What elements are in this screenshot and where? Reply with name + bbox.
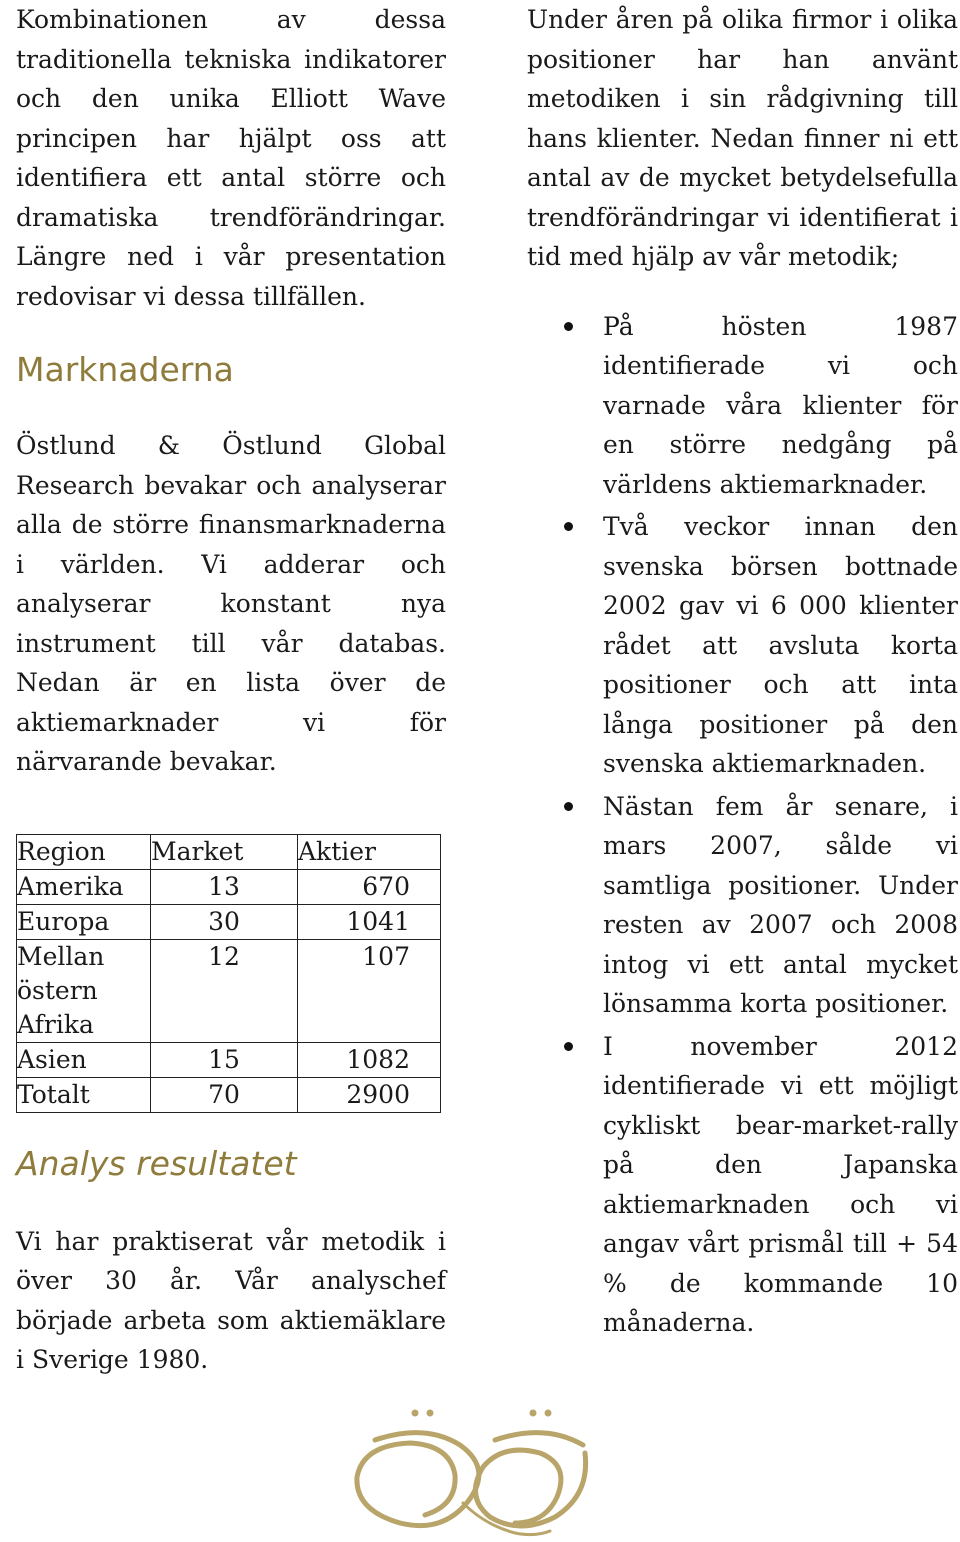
table-header-row: [17, 834, 441, 869]
bullet-icon: [564, 802, 573, 811]
left-column: [16, 0, 446, 1380]
table-cell-aktier: 107: [298, 939, 441, 1042]
table-row: [17, 869, 441, 904]
table-cell-region: Amerika: [17, 869, 151, 904]
list-item: [527, 1027, 958, 1343]
markets-paragraph: Östlund & Östlund Global Research bevakar och analyserar alla de större finansmarknaderna i världen. Vi adderar och analyserar konstant nya instrument till vår databas. Nedan är en lista över de aktiemarknader vi för närvarande bevakar.: [16, 431, 446, 776]
table-cell-aktier: 670: [298, 869, 441, 904]
trend-changes-list: [527, 307, 958, 1343]
table-row: [17, 904, 441, 939]
list-item-text: På hösten 1987 identifierade vi och varnade våra klienter för en större nedgång på världens aktiemarknader.: [603, 311, 958, 499]
table-cell-market: 30: [151, 904, 298, 939]
table-cell-market: 70: [151, 1077, 298, 1112]
table-row: [17, 1077, 441, 1112]
list-item-text: I november 2012 identifierade vi ett möjligt cykliskt bear-market-rally på den Japanska aktiemarknaden och vi angav vårt prismål till + 54 % de kommande 10 månaderna.: [603, 1031, 958, 1337]
list-item: [527, 507, 958, 784]
list-item-text: Två veckor innan den svenska börsen bottnade 2002 gav vi 6 000 klienter rådet att avsluta korta positioner och att inta långa positioner på den svenska aktiemarknaden.: [603, 512, 958, 778]
bullet-icon: [564, 322, 573, 331]
bullet-icon: [564, 522, 573, 531]
table-cell-market: 15: [151, 1042, 298, 1077]
list-item: [527, 307, 958, 505]
table-cell-market: 12: [151, 939, 298, 1042]
table-cell-market: 13: [151, 869, 298, 904]
right-intro-paragraph: Under åren på olika firmor i olika positioner har han använt metodiken i sin rådgivning till hans klienter. Nedan finner ni ett antal av de mycket betydelsefulla trendförändringar vi identifierat i tid med hjälp av vår metodik;: [527, 5, 958, 271]
table-cell-aktier: 1041: [298, 904, 441, 939]
table-cell-aktier: 2900: [298, 1077, 441, 1112]
right-column: [527, 0, 958, 1346]
table-cell-region: Totalt: [17, 1077, 151, 1112]
analysis-paragraph: Vi har praktiserat vår metodik i över 30 år. Vår analyschef började arbeta som aktiemäklare i Sverige 1980.: [16, 1226, 446, 1374]
table-header-aktier: Aktier: [298, 834, 441, 869]
table-row: [17, 1042, 441, 1077]
table-cell-region: Mellan östern Afrika: [17, 939, 151, 1042]
list-item: [527, 787, 958, 1024]
table-cell-region: Asien: [17, 1042, 151, 1077]
table-header-region: Region: [17, 834, 151, 869]
markets-table: [16, 834, 441, 1113]
section-heading-analysis: Analys resultatet: [16, 1143, 297, 1183]
oo-monogram-logo-icon: [345, 1405, 590, 1538]
list-item-text: Nästan fem år senare, i mars 2007, sålde vi samtliga positioner. Under resten av 2007 och 2008 intog vi ett antal mycket lönsamma korta positioner.: [603, 791, 958, 1018]
section-heading-markets: Marknaderna: [16, 350, 234, 389]
intro-paragraph: Kombinationen av dessa traditionella tekniska indikatorer och den unika Elliott Wave principen har hjälpt oss att identifiera ett antal större och dramatiska trendförändringar. Längre ned i vår presentation redovisar vi dessa tillfällen.: [16, 5, 446, 311]
table-header-market: Market: [151, 834, 298, 869]
table-cell-region: Europa: [17, 904, 151, 939]
table-cell-aktier: 1082: [298, 1042, 441, 1077]
bullet-icon: [564, 1042, 573, 1051]
table-row: [17, 939, 441, 1042]
